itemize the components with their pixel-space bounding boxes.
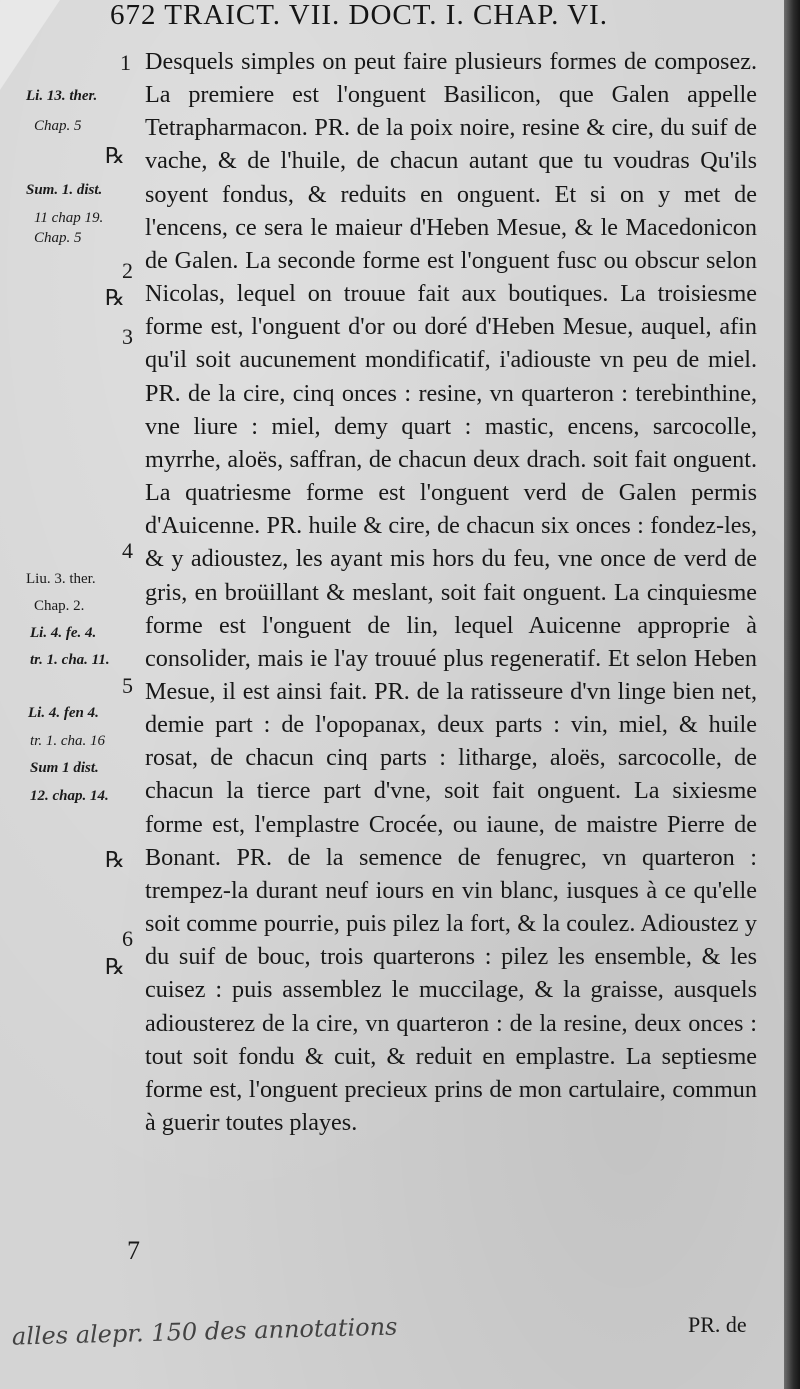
margin-note: Sum 1 dist. bbox=[30, 760, 99, 776]
margin-number: 6 bbox=[122, 926, 133, 951]
margin-number: 2 bbox=[122, 258, 133, 283]
margin-note: Chap. 2. bbox=[34, 598, 85, 614]
margin-note: Li. 4. fen 4. bbox=[28, 705, 99, 721]
margin-note: Chap. 5 bbox=[34, 230, 82, 246]
book-gutter bbox=[784, 0, 800, 1389]
margin-note: tr. 1. cha. 16 bbox=[30, 733, 105, 749]
margin-note: Li. 4. fe. 4. bbox=[30, 625, 97, 641]
margin-number: 7 bbox=[127, 1236, 140, 1265]
margin-number: 4 bbox=[122, 538, 133, 563]
text-block: Desquels simples on peut faire plusieurs formes de composez. La premiere est l'onguent Basilicon, que Galen appelle Tetrapharmacon. PR. de la poix noire, resine & cire, du suif de vache, & de l'huile, de chacun autant que tu voudras Qu'ils soyent fondus, & reduits en onguent. Et si on y met de l'encens, ce sera le maieur d'Heben Mesue, & le Macedonicon de Galen. La seconde forme est l'onguent fusc ou obscur selon Nicolas, lequel on trouue fait aux boutiques. La troisiesme forme est, l'onguent d'or ou doré d'Heben Mesue, auquel, afin qu'il soit aucunement mondificatif, i'adiouste vn peu de miel. PR. de la cire, cinq onces : resine, vn quarteron : terebinthine, vne liure : miel, demy quart : mastic, encens, sarcocolle, myrrhe, aloës, saffran, de chacun deux drach. soit fait onguent. La quatriesme forme est l'onguent verd de Galen permis d'Auicenne. PR. huile & cire, de chacun six onces : fondez-les, & y adioustez, les ayant mis hors du feu, vne once de verd de gris, en broüillant & meslant, soit fait onguent. La cinquiesme forme est l'onguent de lin, lequel Auicenne approprie à consolider, mais ie l'ay trouué plus regeneratif. Et selon Heben Mesue, il est ainsi fait. PR. de la ratisseure d'vn linge bien net, demie part : de l'opopanax, deux parts : vin, miel, & huile rosat, de chacun cinq parts : litharge, aloës, sarcocolle, de chacun la tierce part d'vne, soit fait onguent. La sixiesme forme est, l'emplastre Crocée, ou iaune, de maistre Pierre de Bonant. PR. de la semence de fenugrec, vn quarteron : trempez-la durant neuf iours en vin blanc, iusques à ce qu'elle soit comme pourrie, puis pilez la fort, & la coulez. Adioustez y du suif de bouc, trois quarterons : pilez les ensemble, & les cuisez : puis assemblez le muccilage, & la graisse, ausquels adiousterez de la cire, vn quarteron : de la resine, deux onces : tout soit fondu & cuit, & reduit en emplastre. La septiesme forme est, l'onguent precieux prins de mon cartulaire, commun à guerir toutes playes. bbox=[145, 48, 757, 1136]
margin-number: 3 bbox=[122, 324, 133, 349]
body-text bbox=[145, 45, 757, 1139]
handwritten-note: alles alepr. 150 des annotations bbox=[11, 1312, 398, 1351]
margin-number: 5 bbox=[122, 673, 133, 698]
margin-note: 11 chap 19. bbox=[34, 210, 104, 226]
margin-note: tr. 1. cha. 11. bbox=[30, 652, 110, 668]
margin-note: Chap. 5 bbox=[34, 118, 82, 134]
recipe-mark: ℞ bbox=[105, 144, 125, 169]
margin-note: 12. chap. 14. bbox=[30, 788, 109, 804]
margin-note: Liu. 3. ther. bbox=[26, 571, 96, 587]
margin-number: 1 bbox=[120, 50, 131, 75]
recipe-mark: ℞ bbox=[105, 848, 125, 873]
recipe-mark: ℞ bbox=[105, 286, 125, 311]
recipe-mark: ℞ bbox=[105, 955, 125, 980]
margin-note: Li. 13. ther. bbox=[26, 88, 98, 104]
margin-notes bbox=[0, 0, 145, 1389]
running-head: 672 TRAICT. VII. DOCT. I. CHAP. VI. bbox=[110, 0, 608, 31]
catchword: PR. de bbox=[688, 1312, 747, 1337]
margin-note: Sum. 1. dist. bbox=[26, 182, 103, 198]
